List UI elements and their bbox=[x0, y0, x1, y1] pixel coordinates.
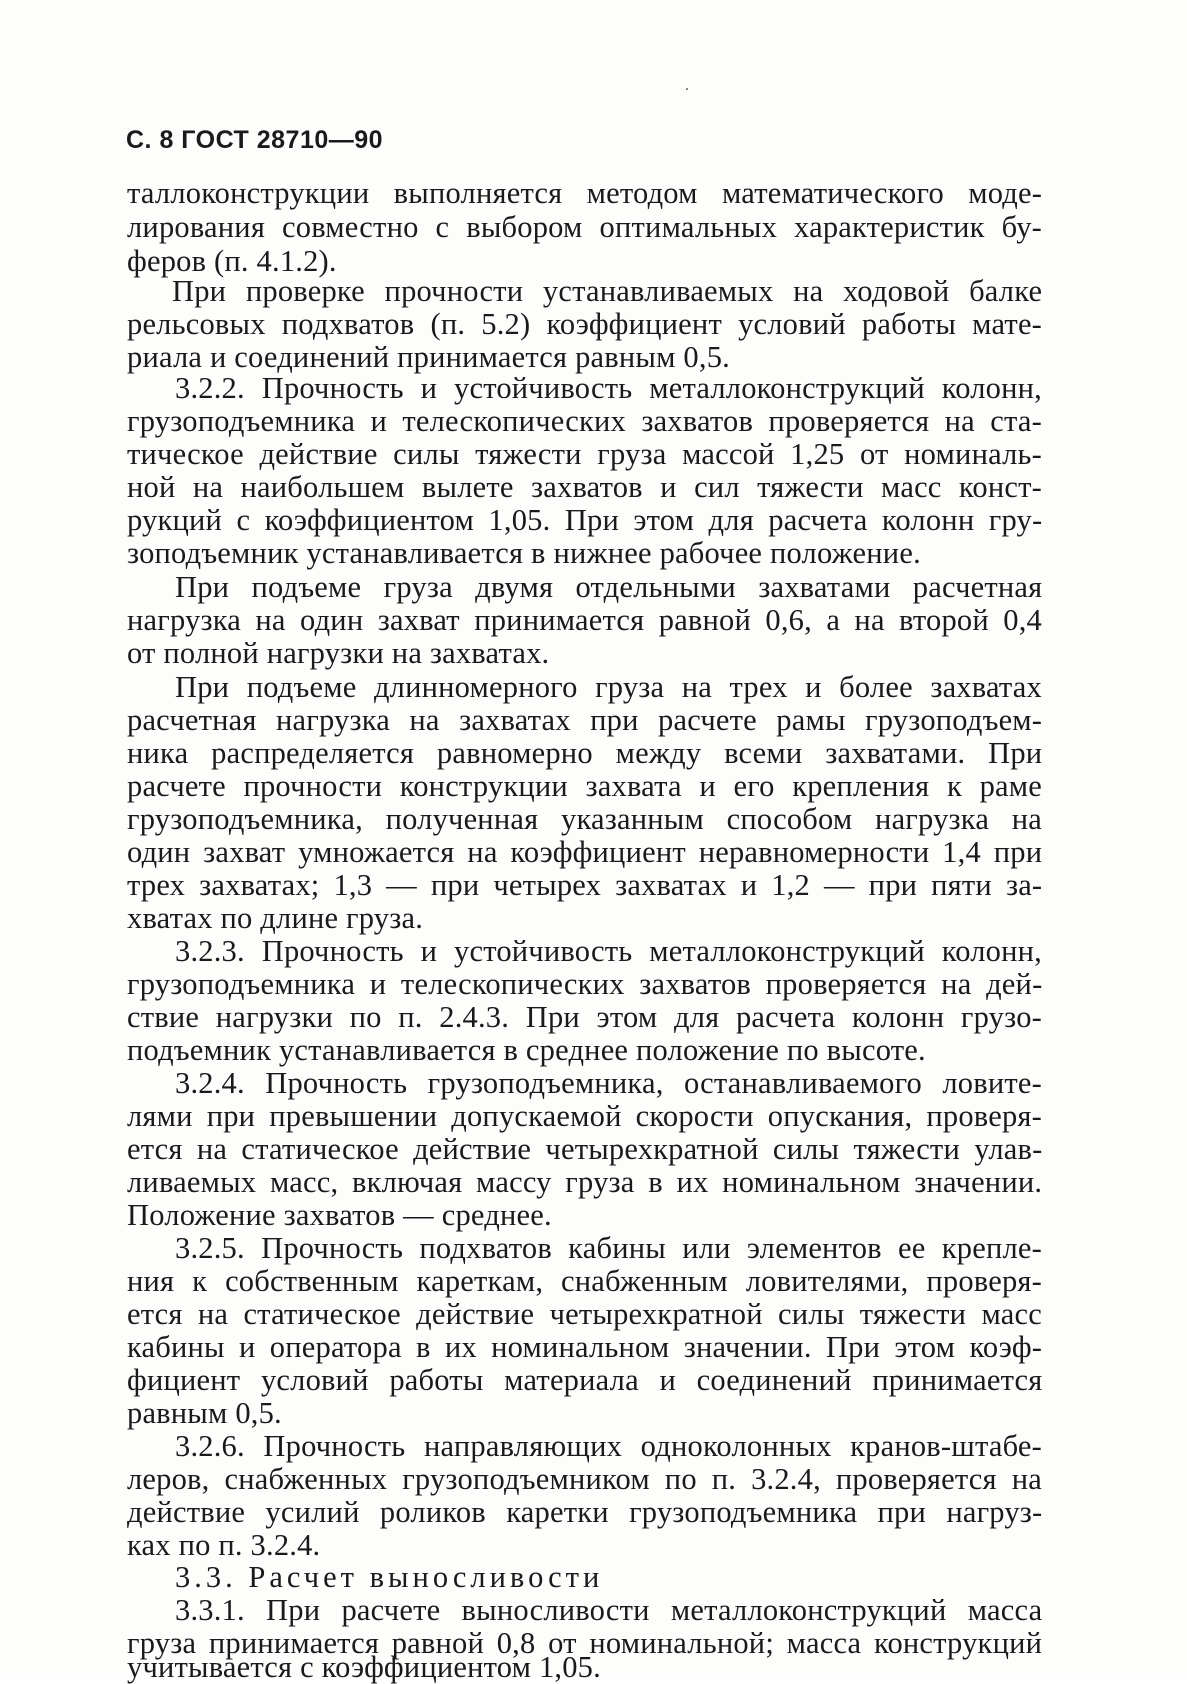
text-line: лями при превышении допускаемой скорости опускания, проверя- bbox=[127, 1099, 1042, 1133]
text-line: феров (п. 4.1.2). bbox=[127, 244, 337, 278]
text-line: ках по п. 3.2.4. bbox=[127, 1528, 321, 1562]
text-line: груза принимается равной 0,8 от номинальной; масса конструкций bbox=[127, 1626, 1043, 1660]
text-line: 3.2.6. Прочность направляющих одноколонных кранов-штабе- bbox=[175, 1429, 1042, 1463]
text-line: рукций с коэффициентом 1,05. При этом для расчета колонн гру- bbox=[127, 503, 1043, 537]
text-line: трех захватах; 1,3 — при четырех захватах и 1,2 — при пяти за- bbox=[127, 868, 1043, 902]
text-line: ется на статическое действие четырехкратной силы тяжести масс bbox=[127, 1297, 1042, 1331]
text-line: риала и соединений принимается равным 0,5. bbox=[127, 340, 730, 374]
text-line: ствие нагрузки по п. 2.4.3. При этом для расчета колонн грузо- bbox=[127, 1000, 1042, 1034]
text-line: грузоподъемника и телескопических захватов проверяется на ста- bbox=[127, 404, 1042, 438]
text-line: грузоподъемника и телескопических захватов проверяется на дей- bbox=[127, 967, 1043, 1001]
text-line: кабины и оператора в их номинальном значении. При этом коэф- bbox=[127, 1330, 1043, 1364]
text-line: таллоконструкции выполняется методом математического моде- bbox=[127, 176, 1043, 210]
text-line: лирования совместно с выбором оптимальных характеристик бу- bbox=[127, 210, 1043, 244]
section-heading: 3.3. Расчет выносливости bbox=[175, 1560, 604, 1594]
text-line: фициент условий работы материала и соединений принимается bbox=[127, 1363, 1043, 1397]
text-line: При подъеме груза двумя отдельными захватами расчетная bbox=[175, 570, 1043, 604]
text-line: 3.3.1. При расчете выносливости металлоконструкций масса bbox=[175, 1593, 1043, 1627]
text-line: равным 0,5. bbox=[127, 1396, 282, 1430]
text-line: ется на статическое действие четырехкратной силы тяжести улав- bbox=[127, 1132, 1043, 1166]
text-line: расчете прочности конструкции захвата и его крепления к раме bbox=[127, 769, 1042, 803]
text-line: 3.2.4. Прочность грузоподъемника, останавливаемого ловите- bbox=[175, 1066, 1042, 1100]
text-line: ливаемых масс, включая массу груза в их номинальном значении. bbox=[127, 1165, 1043, 1199]
page-header: С. 8 ГОСТ 28710—90 bbox=[126, 126, 384, 154]
text-line: При проверке прочности устанавливаемых на ходовой балке bbox=[172, 274, 1043, 308]
text-line: 3.2.5. Прочность подхватов кабины или элементов ее крепле- bbox=[175, 1231, 1042, 1265]
text-line: действие усилий роликов каретки грузоподъемника при нагруз- bbox=[127, 1495, 1043, 1529]
text-line: зоподъемник устанавливается в нижнее рабочее положение. bbox=[127, 536, 921, 570]
text-line: от полной нагрузки на захватах. bbox=[127, 636, 550, 670]
text-line: 3.2.2. Прочность и устойчивость металлоконструкций колонн, bbox=[175, 371, 1042, 405]
text-line: один захват умножается на коэффициент неравномерности 1,4 при bbox=[127, 835, 1043, 869]
text-line: хватах по длине груза. bbox=[127, 901, 424, 935]
text-line: нагрузка на один захват принимается равной 0,6, а на второй 0,4 bbox=[127, 603, 1042, 637]
text-line: ной на наибольшем вылете захватов и сил тяжести масс конст- bbox=[127, 470, 1042, 504]
text-line: ника распределяется равномерно между всеми захватами. При bbox=[127, 736, 1043, 770]
text-line: 3.2.3. Прочность и устойчивость металлоконструкций колонн, bbox=[175, 934, 1042, 968]
text-line: Положение захватов — среднее. bbox=[127, 1198, 552, 1232]
text-line: грузоподъемника, полученная указанным способом нагрузка на bbox=[127, 802, 1042, 836]
text-line: рельсовых подхватов (п. 5.2) коэффициент условий работы мате- bbox=[127, 307, 1043, 341]
text-line: ния к собственным кареткам, снабженным ловителями, проверя- bbox=[127, 1264, 1042, 1298]
text-line: расчетная нагрузка на захватах при расчете рамы грузоподъем- bbox=[127, 703, 1043, 737]
text-line: При подъеме длинномерного груза на трех и более захватах bbox=[175, 670, 1042, 704]
text-line: учитывается с коэффициентом 1,05. bbox=[127, 1650, 601, 1684]
text-line: тическое действие силы тяжести груза массой 1,25 от номиналь- bbox=[127, 437, 1042, 471]
text-line: подъемник устанавливается в среднее положение по высоте. bbox=[127, 1033, 926, 1067]
text-line: леров, снабженных грузоподъемником по п. 3.2.4, проверяется на bbox=[127, 1462, 1042, 1496]
